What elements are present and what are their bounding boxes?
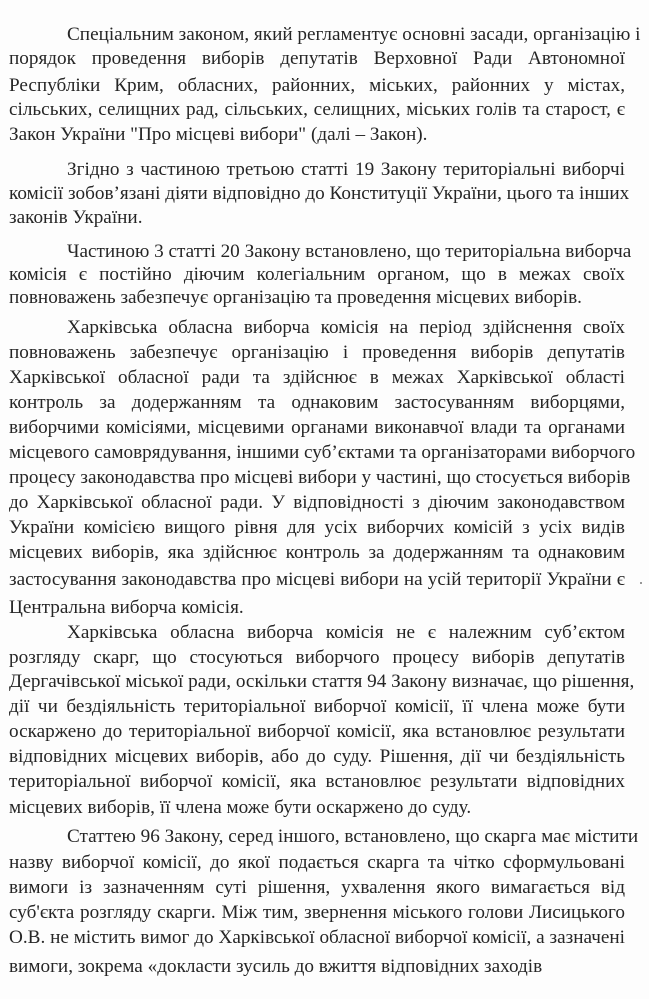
text-line: розгляду скарг, що стосуються виборчого процесу виборів депутатів — [9, 647, 625, 668]
text-line: Спеціальним законом, який регламентує основні засади, організацію і — [67, 24, 641, 45]
text-line: назву виборчої комісії, до якої подається скарга та чітко сформульовані — [9, 852, 625, 873]
text-line: законів України. — [9, 207, 143, 228]
text-line: Закон України "Про місцеві вибори" (далі – Закон). — [9, 124, 428, 145]
text-line: повноважень забезпечує організацію і проведення виборів депутатів — [9, 342, 625, 363]
text-line: Центральна виборча комісія. — [9, 597, 244, 618]
text-line: суб'єкта розгляду скарги. Між тим, звернення міського голови Лисицького — [9, 902, 625, 923]
text-line: територіальної виборчої комісії, яка встановлює результати відповідних — [9, 771, 625, 792]
text-line: виборчими комісіями, місцевими органами виконавчої влади та органами — [9, 417, 625, 438]
text-line: оскаржено до територіальної виборчої комісії, яка встановлює результати — [9, 721, 625, 742]
text-line: місцевих виборів, її члена може бути оскаржено до суду. — [9, 797, 472, 818]
text-line: процесу законодавства про місцеві вибори у частині, що стосується виборів — [9, 467, 631, 488]
text-line: Харківська обласна виборча комісія на період здійснення своїх — [67, 317, 625, 338]
text-line: Дергачівської міської ради, оскільки стаття 94 Закону визначає, що рішення, — [9, 671, 635, 692]
text-line: контроль за додержанням та однаковим застосуванням виборцями, — [9, 392, 625, 413]
text-line: комісії зобов’язані діяти відповідно до Конституції України, цього та інших — [9, 183, 630, 204]
text-line: порядок проведення виборів депутатів Верховної Ради Автономної — [9, 48, 625, 69]
text-line: вимоги, зокрема «докласти зусиль до вжиття відповідних заходів — [9, 956, 543, 977]
text-line: відповідних місцевих виборів, або до суду. Рішення, дії чи бездіяльність — [9, 746, 625, 767]
text-line: до Харківської обласної ради. У відповідності з діючим законодавством — [9, 492, 625, 513]
text-line: вимоги із зазначенням суті рішення, ухвалення якого вимагається від — [9, 877, 625, 898]
text-line: Статтею 96 Закону, серед іншого, встановлено, що скарга має містити — [67, 826, 639, 847]
text-line: Згідно з частиною третьою статті 19 Закону територіальні виборчі — [67, 159, 625, 180]
text-line: місцевого самоврядування, іншими суб’єктами та організаторами виборчого — [9, 442, 636, 463]
text-line: сільських, селищних рад, сільських, селищних, міських голів та старост, є — [9, 99, 625, 120]
text-line: повноважень забезпечує організацію та проведення місцевих виборів. — [9, 287, 582, 308]
text-line: Харківська обласна виборча комісія не є належним суб’єктом — [67, 622, 625, 643]
text-line: Республіки Крим, обласних, районних, міських, районних у містах, — [9, 75, 625, 96]
text-line: застосування законодавства про місцеві вибори на усій території України є — [9, 569, 625, 590]
text-line: О.В. не містить вимог до Харківської обласної виборчої комісії, а зазначені — [9, 927, 625, 948]
text-line: України комісією вищого рівня для усіх виборчих комісій з усіх видів — [9, 517, 625, 538]
text-line: Харківської обласної ради та здійснює в межах Харківської області — [9, 367, 625, 388]
text-line: дії чи бездіяльність територіальної виборчої комісії, її члена може бути — [9, 696, 625, 717]
text-line: Частиною 3 статті 20 Закону встановлено, що територіальна виборча — [67, 241, 632, 262]
scan-speck — [640, 582, 642, 584]
text-line: комісія є постійно діючим колегіальним органом, що в межах своїх — [9, 264, 625, 285]
text-line: місцевих виборів, яка здійснює контроль за додержанням та однаковим — [9, 542, 625, 563]
